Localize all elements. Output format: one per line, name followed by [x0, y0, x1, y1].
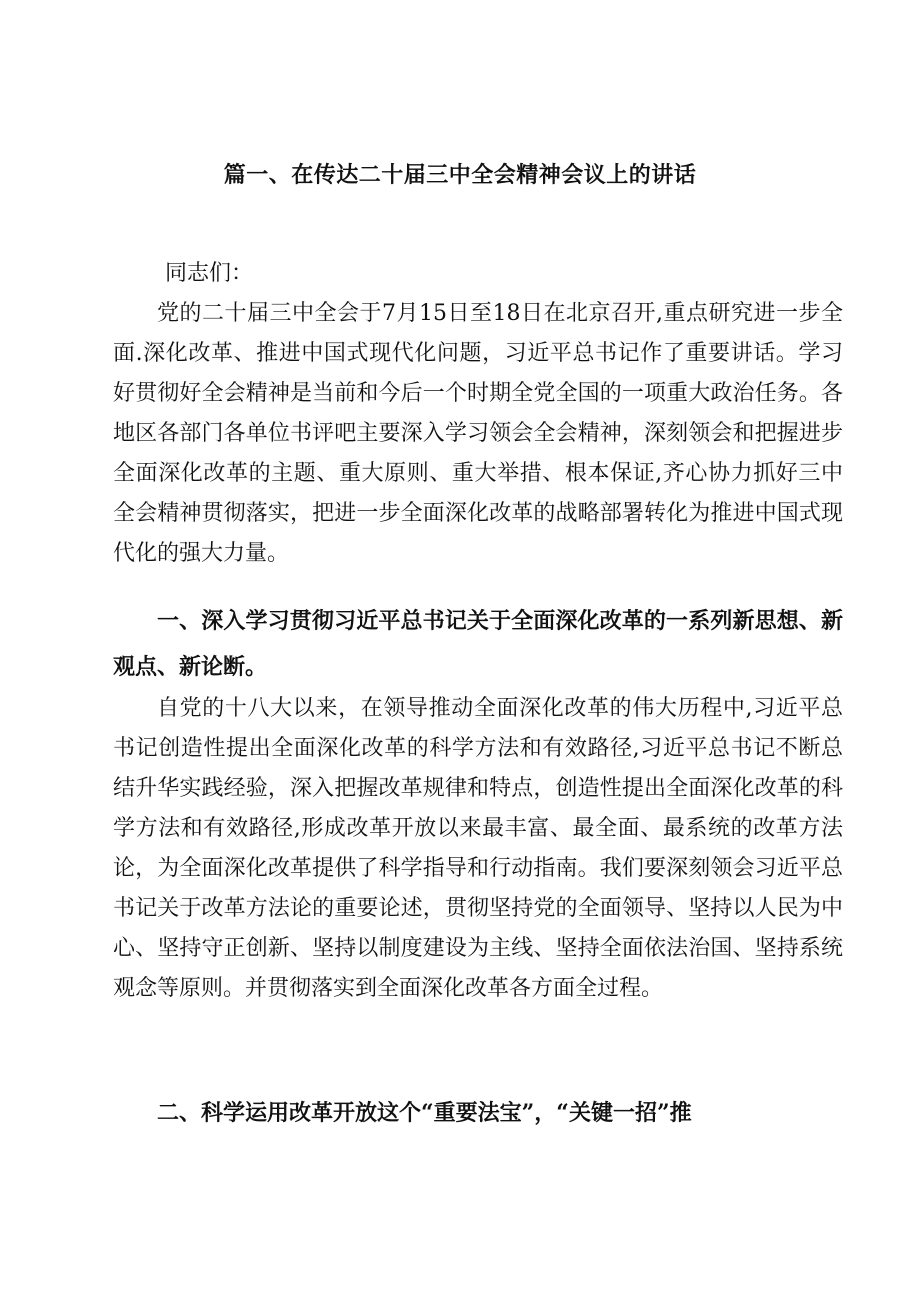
paragraph-section-1: 自党的十八大以来，在领导推动全面深化改革的伟大历程中,习近平总书记创造性提出全面深化改革的科学方法和有效路径,习近平总书记不断总结升华实践经验，深入把握改革规律和特点，创造性提出全面深化改革的科学方法和有效路径,形成改革开放以来最丰富、最全面、最系统的改革方法论，为全面深化改革提供了科学指导和行动指南。我们要深刻领会习近平总书记关于改革方法论的重要论述，贯彻坚持党的全面领导、坚持以人民为中心、坚持守正创新、坚持以制度建设为主线、坚持全面依法治国、坚持系统观念等原则。并贯彻落实到全面深化改革各方面全过程。 — [113, 696, 843, 1001]
document-title: 篇一、在传达二十届三中全会精神会议上的讲话 — [223, 162, 697, 188]
section-heading-2: 二、科学运用改革开放这个“重要法宝”，“关键一招”推 — [157, 1100, 692, 1126]
paragraph-intro: 党的二十届三中全会于7月15日至18日在北京召开,重点研究进一步全面.深化改革、推进中国式现代化问题，习近平总书记作了重要讲话。学习好贯彻好全会精神是当前和今后一个时期全党全国的一项重大政治任务。各地区各部门各单位书评吧主要深入学习领会全会精神，深刻领会和把握进步全面深化改革的主题、重大原则、重大举措、根本保证,齐心协力抓好三中全会精神贯彻落实，把进一步全面深化改革的战略部署转化为推进中国式现代化的强大力量。 — [113, 301, 843, 566]
salutation: 同志们： — [165, 261, 254, 286]
section-heading-1: 一、深入学习贯彻习近平总书记关于全面深化改革的一系列新思想、新观点、新论断。 — [113, 608, 843, 680]
